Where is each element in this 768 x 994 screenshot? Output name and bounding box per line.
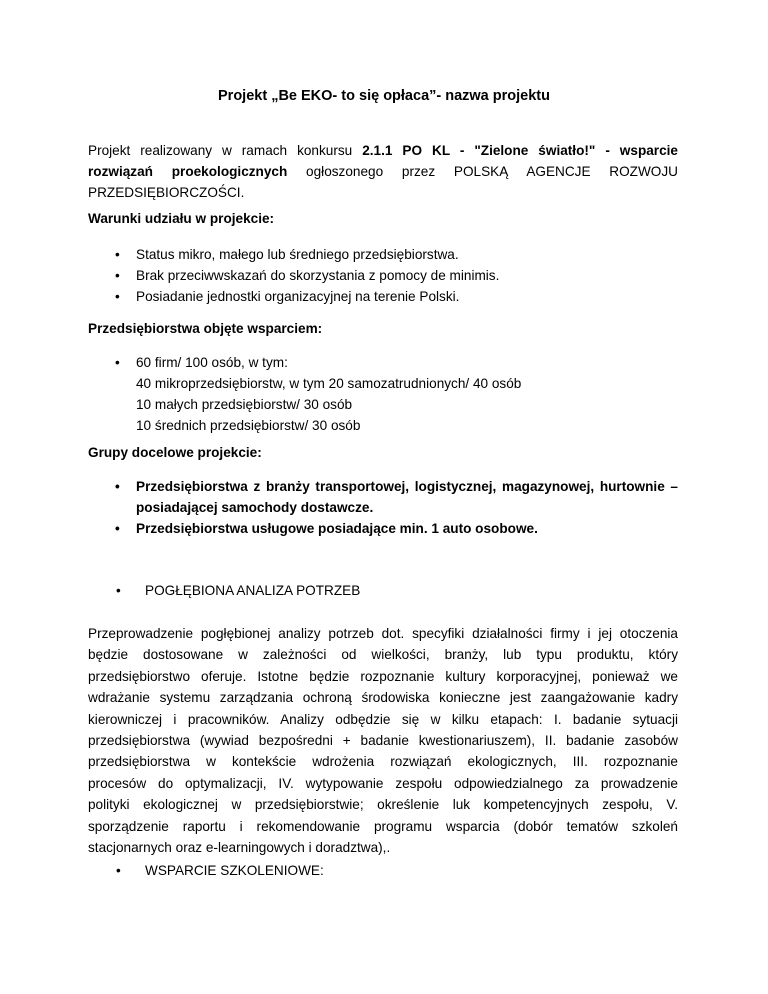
paragraph-line: polityki ekologicznej w przedsiębiorstwie; określenie luk kompetencyjnych zespołu, V. bbox=[88, 797, 678, 813]
list-item bbox=[88, 286, 678, 307]
paragraph-line: kierowniczej i pracowników. Analizy odbędzie się w kilku etapach: I. badanie sytuacji bbox=[88, 711, 678, 727]
analiza-heading-list bbox=[88, 580, 678, 601]
objete-list bbox=[88, 352, 678, 436]
paragraph-line: przedsiębiorstwa (wywiad bezpośredni + badanie kwestionariuszem), II. badanie zasobów bbox=[88, 733, 678, 749]
intro-line-2 bbox=[88, 161, 678, 182]
paragraph-line: przedsiębiorstwo oferuje. Istotne będzie rozpoznanie kultury korporacyjnej, ponieważ we bbox=[88, 668, 678, 684]
list-item-text: Brak przeciwwskazań do skorzystania z pomocy de minimis. bbox=[136, 268, 500, 283]
list-item-text: 40 mikroprzedsiębiorstw, w tym 20 samozatrudnionych/ 40 osób bbox=[136, 376, 522, 391]
list-item-text: 60 firm/ 100 osób, w tym: bbox=[136, 355, 288, 370]
intro-line-3: PRZEDSIĘBIORCZOŚCI. bbox=[88, 185, 245, 200]
paragraph-line: procesów do optymalizacji, IV. wytypowanie zespołu odpowiedzialnego za prowadzenie bbox=[88, 775, 678, 791]
list-item-text: 10 średnich przedsiębiorstw/ 30 osób bbox=[136, 418, 361, 433]
szkoleniowe-heading-list bbox=[88, 860, 678, 881]
list-item-text: Status mikro, małego lub średniego przedsiębiorstwa. bbox=[136, 247, 459, 262]
paragraph-line: sporządzenie raportu i rekomendowanie programu wsparcia (dobór tematów szkoleń bbox=[88, 818, 678, 834]
contest-name: 2.1.1 PO KL - "Zielone światło!" - wsparcie bbox=[362, 143, 678, 158]
bullet-icon: • bbox=[116, 863, 121, 878]
paragraph-line: Przeprowadzenie pogłębionej analizy potrzeb dot. specyfiki działalności firmy i jej otoczenia bbox=[88, 626, 678, 641]
list-item bbox=[88, 580, 678, 601]
bullet-icon: • bbox=[115, 289, 120, 304]
bullet-icon: • bbox=[116, 583, 121, 598]
paragraph-line: stacjonarnych oraz e-learningowych i doradztwa),. bbox=[88, 840, 391, 856]
bullet-icon: • bbox=[115, 479, 120, 494]
bullet-icon: • bbox=[115, 355, 120, 370]
list-item bbox=[88, 265, 678, 286]
document-title: Projekt „Be EKO- to się opłaca”- nazwa projektu bbox=[218, 88, 550, 104]
list-item bbox=[88, 860, 678, 881]
bullet-icon: • bbox=[115, 268, 120, 283]
bullet-icon: • bbox=[115, 521, 120, 536]
paragraph-line: będzie dostosowane w zależności od wielkości, branży, lub typu produktu, który bbox=[88, 647, 678, 663]
list-item bbox=[88, 518, 678, 539]
list-item-text: Przedsiębiorstwa z branży transportowej, logistycznej, magazynowej, hurtownie – bbox=[136, 479, 678, 494]
list-item bbox=[88, 244, 678, 265]
section-heading-szkoleniowe: WSPARCIE SZKOLENIOWE: bbox=[145, 863, 324, 878]
list-item bbox=[88, 352, 678, 436]
list-item-text: 10 małych przedsiębiorstw/ 30 osób bbox=[136, 397, 353, 412]
list-item-text: posiadającej samochody dostawcze. bbox=[136, 500, 374, 515]
intro-text: Projekt realizowany w ramach konkursu bbox=[88, 143, 363, 158]
section-heading-analiza: POGŁĘBIONA ANALIZA POTRZEB bbox=[145, 583, 361, 598]
analiza-paragraph bbox=[88, 623, 678, 858]
section-heading-warunki: Warunki udziału w projekcie: bbox=[88, 211, 275, 226]
contest-name-continued: rozwiązań proekologicznych bbox=[88, 164, 288, 179]
intro-paragraph bbox=[88, 140, 678, 203]
list-item bbox=[88, 476, 678, 518]
warunki-list bbox=[88, 244, 678, 307]
intro-line-1 bbox=[88, 140, 678, 161]
section-heading-objete: Przedsiębiorstwa objęte wsparciem: bbox=[88, 321, 323, 336]
list-item-text: Przedsiębiorstwa usługowe posiadające min. 1 auto osobowe. bbox=[136, 521, 538, 536]
bullet-icon: • bbox=[115, 247, 120, 262]
section-heading-grupy: Grupy docelowe projekcie: bbox=[88, 445, 262, 460]
paragraph-line: wdrażanie systemu zarządzania ochroną środowiska konieczne jest zaangażowanie kadry bbox=[88, 690, 678, 706]
list-item-text: Posiadanie jednostki organizacyjnej na terenie Polski. bbox=[136, 289, 460, 304]
intro-text-continued: ogłoszonego przez POLSKĄ AGENCJE ROZWOJU bbox=[287, 164, 678, 179]
paragraph-line: przedsiębiorstwa w kontekście wdrożenia rozwiązań ekologicznych, III. rozpoznanie bbox=[88, 754, 678, 770]
grupy-list bbox=[88, 476, 678, 539]
